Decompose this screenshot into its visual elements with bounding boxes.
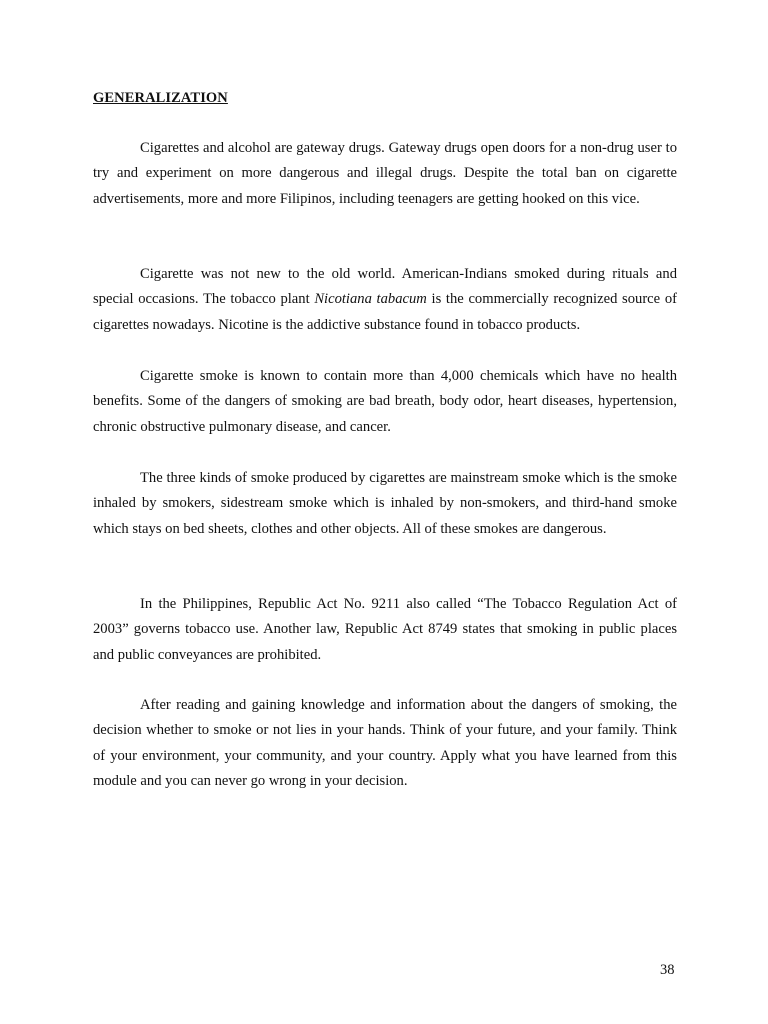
paragraph-text: Cigarettes and alcohol are gateway drugs. Gateway drugs open doors for a non-drug user to try and experiment on more dangerous and illegal drugs. Despite the total ban on cigarette advertisements, more and more Filipinos, including teenagers are getting hooked on this vice. [93, 140, 677, 207]
page-number: 38 [660, 962, 675, 978]
paragraph-text-cont: is the commercially recognized source of cigarettes nowadays. Nicotine is the addictive substance found in tobacco products. [93, 291, 677, 333]
paragraph-text: Cigarette smoke is known to contain more than 4,000 chemicals which have no health benefits. Some of the dangers of smoking are bad breath, body odor, heart diseases, hypertension, chronic obstructive pulmonary disease, and cancer. [93, 368, 677, 435]
paragraph-laws [93, 592, 677, 668]
paragraph-chemicals [93, 364, 677, 440]
paragraph-smoke-kinds [93, 466, 677, 542]
paragraph-conclusion [93, 693, 677, 795]
paragraph-text: Cigarette was not new to the old world. American-Indians smoked during rituals and special occasions. The tobacco plant [93, 266, 677, 308]
paragraph-history [93, 262, 677, 338]
paragraph-text: In the Philippines, Republic Act No. 9211 also called “The Tobacco Regulation Act of 2003” governs tobacco use. Another law, Republic Act 8749 states that smoking in public places and public conveyances are prohibited. [93, 596, 677, 663]
paragraph-gateway-drugs [93, 136, 677, 212]
scientific-name: Nicotiana tabacum [314, 291, 427, 308]
paragraph-text: After reading and gaining knowledge and information about the dangers of smoking, the decision whether to smoke or not lies in your hands. Think of your future, and your family. Think of your environment, your community, and your country. Apply what you have learned from this module and you can never go wrong in your decision. [93, 697, 677, 790]
paragraph-text: The three kinds of smoke produced by cigarettes are mainstream smoke which is the smoke inhaled by smokers, sidestream smoke which is inhaled by non-smokers, and third-hand smoke which stays on bed sheets, clothes and other objects. All of these smokes are dangerous. [93, 470, 677, 537]
section-heading: GENERALIZATION [93, 90, 228, 106]
